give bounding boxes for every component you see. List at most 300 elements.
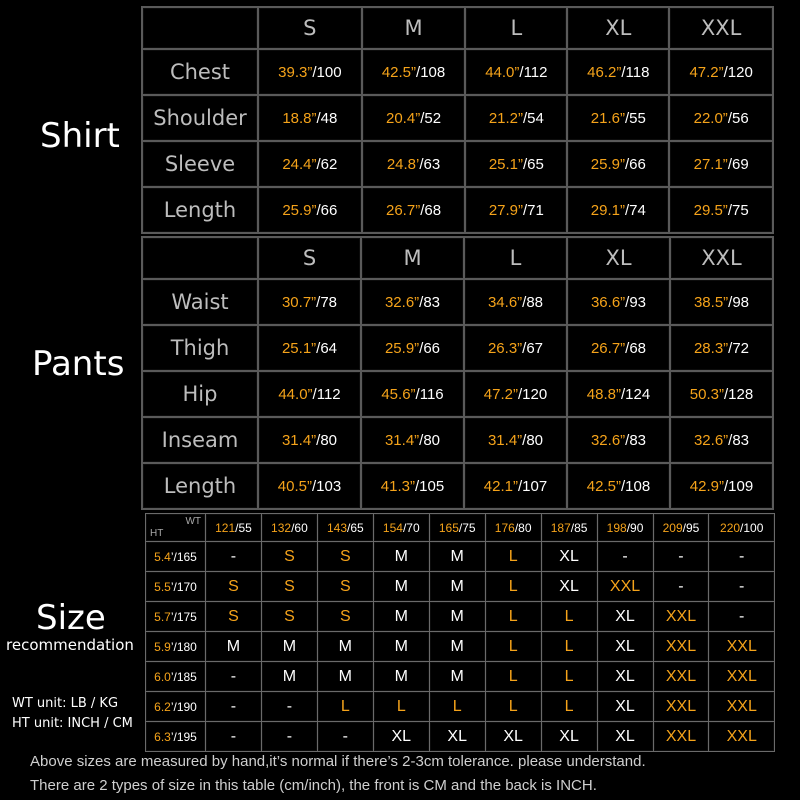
recommended-size-cell: XL: [486, 722, 541, 751]
measurement-cell: [363, 96, 465, 140]
height-inch: 5.5: [154, 579, 171, 594]
inch-value: 47.2”: [689, 63, 724, 81]
weight-header: [709, 514, 774, 541]
inch-value: 29.5”: [693, 201, 728, 219]
measurement-cell: [670, 142, 772, 186]
cm-value: /98: [728, 293, 750, 311]
recommended-size-cell: -: [709, 542, 774, 571]
height-label: [146, 542, 205, 571]
height-label: [146, 692, 205, 721]
inch-value: 46.2”: [587, 63, 622, 81]
height-cm: ’/170: [170, 579, 197, 594]
recommended-size-cell: -: [318, 722, 373, 751]
pants-section-label: Pants: [32, 344, 125, 384]
inch-value: 25.1”: [281, 339, 317, 357]
weight-kg: /95: [682, 520, 700, 535]
measurement-cell: [568, 50, 668, 94]
cm-value: /80: [316, 431, 338, 449]
recommended-size-cell: S: [206, 602, 261, 631]
height-inch: 5.9: [154, 639, 171, 654]
inch-value: 25.9”: [384, 339, 420, 357]
recommended-size-cell: -: [262, 722, 317, 751]
weight-header: [374, 514, 429, 541]
cm-value: /66: [316, 201, 338, 219]
inch-value: 31.4”: [384, 431, 420, 449]
recommended-size-cell: S: [318, 542, 373, 571]
recommended-size-cell: M: [206, 632, 261, 661]
measurement-cell: [465, 326, 566, 370]
inch-value: 26.3”: [487, 339, 523, 357]
inch-value: 24.4”: [282, 155, 317, 173]
shirt-size-header: XXL: [670, 8, 772, 48]
recommended-size-cell: L: [430, 692, 485, 721]
cm-value: /62: [316, 155, 338, 173]
weight-lb: 143: [326, 520, 348, 535]
recommended-size-cell: XXL: [654, 602, 709, 631]
pants-size-header: S: [259, 238, 360, 278]
cm-value: /80: [419, 431, 441, 449]
height-cm: ’/190: [170, 699, 197, 714]
measurement-cell: [362, 372, 463, 416]
table-row: [143, 372, 772, 416]
measurement-cell: [363, 50, 465, 94]
height-inch: 6.3: [154, 729, 171, 744]
recommended-size-cell: -: [654, 572, 709, 601]
weight-header: [262, 514, 317, 541]
cm-value: /48: [316, 109, 338, 127]
inch-value: 26.7”: [590, 339, 626, 357]
measurement-cell: [259, 188, 361, 232]
weight-kg: /60: [291, 520, 308, 535]
recommended-size-cell: M: [430, 662, 485, 691]
weight-lb: 187: [550, 520, 571, 535]
recommended-size-cell: -: [709, 602, 774, 631]
cm-value: /71: [523, 201, 544, 219]
cm-value: /55: [624, 109, 646, 127]
pants-measure-label: Inseam: [143, 418, 257, 462]
inch-value: 30.7”: [281, 293, 317, 311]
height-inch: 5.4: [154, 549, 171, 564]
cm-value: /80: [522, 431, 544, 449]
cm-value: /83: [625, 431, 647, 449]
table-row: [143, 188, 772, 232]
pants-size-header: XXL: [671, 238, 772, 278]
weight-lb: 209: [662, 520, 683, 535]
table-row: [143, 326, 772, 370]
recommended-size-cell: -: [654, 542, 709, 571]
cm-value: /52: [420, 109, 442, 127]
cm-value: /66: [419, 339, 441, 357]
measurement-cell: [670, 96, 772, 140]
height-label: [146, 722, 205, 751]
recommended-size-cell: XL: [430, 722, 485, 751]
recommended-size-cell: M: [374, 572, 429, 601]
recommended-size-cell: M: [374, 662, 429, 691]
measurement-cell: [259, 280, 360, 324]
cm-value: /124: [621, 385, 651, 403]
inch-value: 31.4”: [487, 431, 523, 449]
height-cm: ’/195: [170, 729, 197, 744]
recommended-size-cell: -: [598, 542, 653, 571]
recommended-size-cell: XL: [542, 542, 597, 571]
footer-note-units: There are 2 types of size in this table (cm/inch), the front is CM and the back is INCH.: [30, 777, 597, 794]
table-row: [146, 722, 774, 751]
recommended-size-cell: XL: [542, 722, 597, 751]
size-section-label: Size: [36, 598, 106, 638]
shirt-measure-label: Length: [143, 188, 257, 232]
measurement-cell: [362, 280, 463, 324]
measurement-cell: [465, 418, 566, 462]
weight-kg: /55: [235, 520, 252, 535]
weight-header: [206, 514, 261, 541]
inch-value: 41.3”: [380, 477, 415, 495]
shirt-measure-label: Shoulder: [143, 96, 257, 140]
measurement-cell: [671, 326, 772, 370]
cm-value: /112: [519, 63, 548, 81]
cm-value: /100: [312, 63, 342, 81]
footer-note-tolerance: Above sizes are measured by hand,it’s normal if there’s 2-3cm tolerance. please understand.: [30, 753, 646, 770]
weight-header: [542, 514, 597, 541]
inch-value: 27.9”: [488, 201, 524, 219]
measurement-cell: [568, 326, 669, 370]
cm-value: /72: [728, 339, 750, 357]
recommended-size-cell: XL: [598, 662, 653, 691]
recommended-size-cell: M: [374, 602, 429, 631]
inch-value: 21.2”: [488, 109, 524, 127]
measurement-cell: [465, 280, 566, 324]
recommended-size-cell: L: [542, 602, 597, 631]
measurement-cell: [259, 464, 360, 508]
recommended-size-cell: XL: [598, 632, 653, 661]
shirt-size-header: XL: [568, 8, 668, 48]
measurement-cell: [259, 372, 360, 416]
recommended-size-cell: -: [206, 542, 261, 571]
inch-value: 40.5”: [277, 477, 312, 495]
recommended-size-cell: -: [206, 692, 261, 721]
measurement-cell: [466, 188, 566, 232]
cm-value: /108: [621, 477, 651, 495]
recommended-size-cell: M: [262, 662, 317, 691]
measurement-cell: [568, 96, 668, 140]
shirt-corner-cell: [143, 8, 257, 48]
table-row: [143, 280, 772, 324]
pants-measure-label: Length: [143, 464, 257, 508]
recommended-size-cell: XXL: [709, 722, 774, 751]
recommended-size-cell: L: [318, 692, 373, 721]
table-row: [143, 96, 772, 140]
weight-lb: 176: [494, 520, 515, 535]
inch-value: 44.0”: [278, 385, 313, 403]
recommended-size-cell: XL: [598, 602, 653, 631]
recommended-size-cell: XXL: [654, 632, 709, 661]
measurement-cell: [259, 50, 361, 94]
cm-value: /74: [624, 201, 646, 219]
pants-measure-label: Hip: [143, 372, 257, 416]
weight-header: [430, 514, 485, 541]
cm-value: /120: [518, 385, 548, 403]
height-inch: 6.0: [154, 669, 171, 684]
table-row: [146, 572, 774, 601]
height-label: [146, 572, 205, 601]
inch-value: 28.3”: [693, 339, 729, 357]
recommended-size-cell: L: [486, 632, 541, 661]
pants-header-row: [143, 238, 772, 278]
inch-value: 25.9”: [590, 155, 625, 173]
recommended-size-cell: M: [374, 632, 429, 661]
pants-size-header: M: [362, 238, 463, 278]
measurement-cell: [465, 372, 566, 416]
measurement-cell: [670, 188, 772, 232]
size-recommendation-table: [145, 513, 775, 752]
measurement-cell: [671, 418, 772, 462]
height-inch: 6.2: [154, 699, 171, 714]
cm-value: /75: [727, 201, 749, 219]
inch-value: 42.5”: [381, 63, 417, 81]
weight-kg: /80: [514, 520, 532, 535]
inch-value: 25.9”: [282, 201, 317, 219]
reco-header-row: [146, 514, 774, 541]
weight-kg: /75: [458, 520, 476, 535]
measurement-cell: [466, 142, 566, 186]
recommended-size-cell: L: [542, 632, 597, 661]
cm-value: /65: [523, 155, 544, 173]
measurement-cell: [465, 464, 566, 508]
measurement-cell: [671, 280, 772, 324]
table-row: [146, 632, 774, 661]
cm-value: /78: [316, 293, 338, 311]
inch-value: 50.3”: [689, 385, 724, 403]
recommended-size-cell: XL: [374, 722, 429, 751]
inch-value: 36.6”: [590, 293, 626, 311]
recommended-size-cell: -: [709, 572, 774, 601]
inch-value: 32.6”: [384, 293, 420, 311]
measurement-cell: [568, 372, 669, 416]
weight-header: [486, 514, 541, 541]
cm-value: /116: [415, 385, 444, 403]
table-row: [143, 50, 772, 94]
recommended-size-cell: L: [374, 692, 429, 721]
height-label: [146, 632, 205, 661]
weight-unit-note: WT unit: LB / KG: [12, 696, 119, 711]
cm-value: /68: [420, 201, 442, 219]
recommended-size-cell: S: [206, 572, 261, 601]
cm-value: /83: [728, 431, 750, 449]
recommended-size-cell: M: [430, 632, 485, 661]
height-label: [146, 662, 205, 691]
inch-value: 44.0”: [485, 63, 520, 81]
inch-value: 20.4”: [386, 109, 421, 127]
recommended-size-cell: L: [486, 572, 541, 601]
inch-value: 45.6”: [381, 385, 416, 403]
measurement-cell: [363, 188, 465, 232]
inch-value: 31.4”: [281, 431, 317, 449]
recommended-size-cell: M: [318, 632, 373, 661]
table-row: [146, 692, 774, 721]
cm-value: /83: [419, 293, 441, 311]
recommended-size-cell: S: [318, 572, 373, 601]
table-row: [143, 464, 772, 508]
cm-value: /112: [312, 385, 341, 403]
weight-lb: 132: [271, 520, 292, 535]
inch-value: 42.1”: [483, 477, 518, 495]
inch-value: 32.6”: [693, 431, 729, 449]
measurement-cell: [568, 142, 668, 186]
recommended-size-cell: S: [318, 602, 373, 631]
measurement-cell: [362, 418, 463, 462]
weight-kg: /85: [570, 520, 588, 535]
measurement-cell: [259, 418, 360, 462]
recommended-size-cell: S: [262, 542, 317, 571]
height-cm: ’/175: [170, 609, 197, 624]
shirt-measure-label: Chest: [143, 50, 257, 94]
recommended-size-cell: XXL: [654, 722, 709, 751]
pants-corner-cell: [143, 238, 257, 278]
inch-value: 27.1”: [693, 155, 728, 173]
corner-height-label: HT: [150, 528, 164, 539]
measurement-cell: [466, 50, 566, 94]
height-unit-note: HT unit: INCH / CM: [12, 716, 133, 731]
measurement-cell: [671, 372, 772, 416]
height-label: [146, 602, 205, 631]
inch-value: 42.5”: [586, 477, 621, 495]
recommended-size-cell: M: [318, 662, 373, 691]
recommended-size-cell: S: [262, 572, 317, 601]
recommended-size-cell: M: [430, 542, 485, 571]
recommendation-label: recommendation: [6, 636, 134, 654]
recommended-size-cell: XXL: [709, 632, 774, 661]
shirt-size-table: [141, 6, 774, 234]
recommended-size-cell: XL: [542, 572, 597, 601]
measurement-cell: [568, 280, 669, 324]
measurement-cell: [568, 464, 669, 508]
pants-measure-label: Thigh: [143, 326, 257, 370]
cm-value: /56: [727, 109, 749, 127]
measurement-cell: [362, 326, 463, 370]
weight-header: [318, 514, 373, 541]
cm-value: /128: [724, 385, 754, 403]
cm-value: /107: [518, 477, 548, 495]
height-inch: 5.7: [154, 609, 171, 624]
weight-lb: 121: [215, 520, 236, 535]
recommended-size-cell: L: [486, 602, 541, 631]
cm-value: /109: [724, 477, 754, 495]
inch-value: 29.1”: [590, 201, 625, 219]
cm-value: /93: [625, 293, 647, 311]
measurement-cell: [259, 96, 361, 140]
cm-value: /105: [415, 477, 445, 495]
shirt-header-row: [143, 8, 772, 48]
recommended-size-cell: -: [206, 662, 261, 691]
recommended-size-cell: S: [262, 602, 317, 631]
recommended-size-cell: L: [486, 692, 541, 721]
recommended-size-cell: M: [262, 632, 317, 661]
measurement-cell: [670, 50, 772, 94]
height-cm: ’/185: [170, 669, 197, 684]
pants-size-table: [141, 236, 774, 510]
cm-value: /69: [727, 155, 749, 173]
cm-value: /103: [312, 477, 342, 495]
inch-value: 47.2”: [483, 385, 518, 403]
recommended-size-cell: XL: [598, 722, 653, 751]
inch-value: 38.5”: [693, 293, 729, 311]
shirt-section-label: Shirt: [40, 116, 120, 156]
inch-value: 25.1”: [488, 155, 524, 173]
recommended-size-cell: XL: [598, 692, 653, 721]
recommended-size-cell: XXL: [598, 572, 653, 601]
weight-header: [654, 514, 709, 541]
weight-kg: /100: [740, 520, 764, 535]
measurement-cell: [466, 96, 566, 140]
recommended-size-cell: XXL: [654, 662, 709, 691]
shirt-size-header: S: [259, 8, 361, 48]
recommended-size-cell: M: [430, 572, 485, 601]
inch-value: 32.6”: [590, 431, 626, 449]
weight-lb: 165: [438, 520, 459, 535]
inch-value: 42.9”: [689, 477, 724, 495]
height-cm: ’/165: [170, 549, 197, 564]
measurement-cell: [259, 326, 360, 370]
pants-size-header: L: [465, 238, 566, 278]
inch-value: 22.0”: [693, 109, 728, 127]
inch-value: 18.8”: [282, 109, 317, 127]
recommended-size-cell: -: [206, 722, 261, 751]
table-row: [143, 142, 772, 186]
recommended-size-cell: L: [542, 692, 597, 721]
table-row: [146, 602, 774, 631]
weight-lb: 220: [720, 520, 741, 535]
reco-corner-cell: [146, 514, 205, 541]
cm-value: /63: [419, 155, 441, 173]
measurement-cell: [363, 142, 465, 186]
cm-value: /66: [624, 155, 646, 173]
height-cm: ’/180: [170, 639, 197, 654]
table-row: [146, 542, 774, 571]
cm-value: /88: [522, 293, 544, 311]
inch-value: 24.8’: [386, 155, 420, 173]
shirt-size-header: M: [363, 8, 465, 48]
inch-value: 34.6”: [487, 293, 523, 311]
cm-value: /54: [523, 109, 544, 127]
recommended-size-cell: L: [486, 662, 541, 691]
table-row: [146, 662, 774, 691]
measurement-cell: [259, 142, 361, 186]
corner-weight-label: WT: [185, 516, 201, 527]
inch-value: 21.6”: [590, 109, 625, 127]
recommended-size-cell: -: [262, 692, 317, 721]
table-row: [143, 418, 772, 462]
measurement-cell: [671, 464, 772, 508]
weight-kg: /65: [347, 520, 364, 535]
inch-value: 48.8”: [586, 385, 621, 403]
cm-value: /118: [621, 63, 650, 81]
weight-lb: 154: [382, 520, 403, 535]
recommended-size-cell: L: [542, 662, 597, 691]
shirt-size-header: L: [466, 8, 566, 48]
measurement-cell: [568, 188, 668, 232]
recommended-size-cell: M: [374, 542, 429, 571]
recommended-size-cell: XXL: [709, 662, 774, 691]
measurement-cell: [568, 418, 669, 462]
measurement-cell: [362, 464, 463, 508]
recommended-size-cell: XXL: [654, 692, 709, 721]
weight-kg: /90: [626, 520, 644, 535]
inch-value: 39.3”: [278, 63, 313, 81]
weight-lb: 198: [606, 520, 627, 535]
cm-value: /67: [522, 339, 544, 357]
weight-header: [598, 514, 653, 541]
cm-value: /108: [416, 63, 446, 81]
pants-size-header: XL: [568, 238, 669, 278]
